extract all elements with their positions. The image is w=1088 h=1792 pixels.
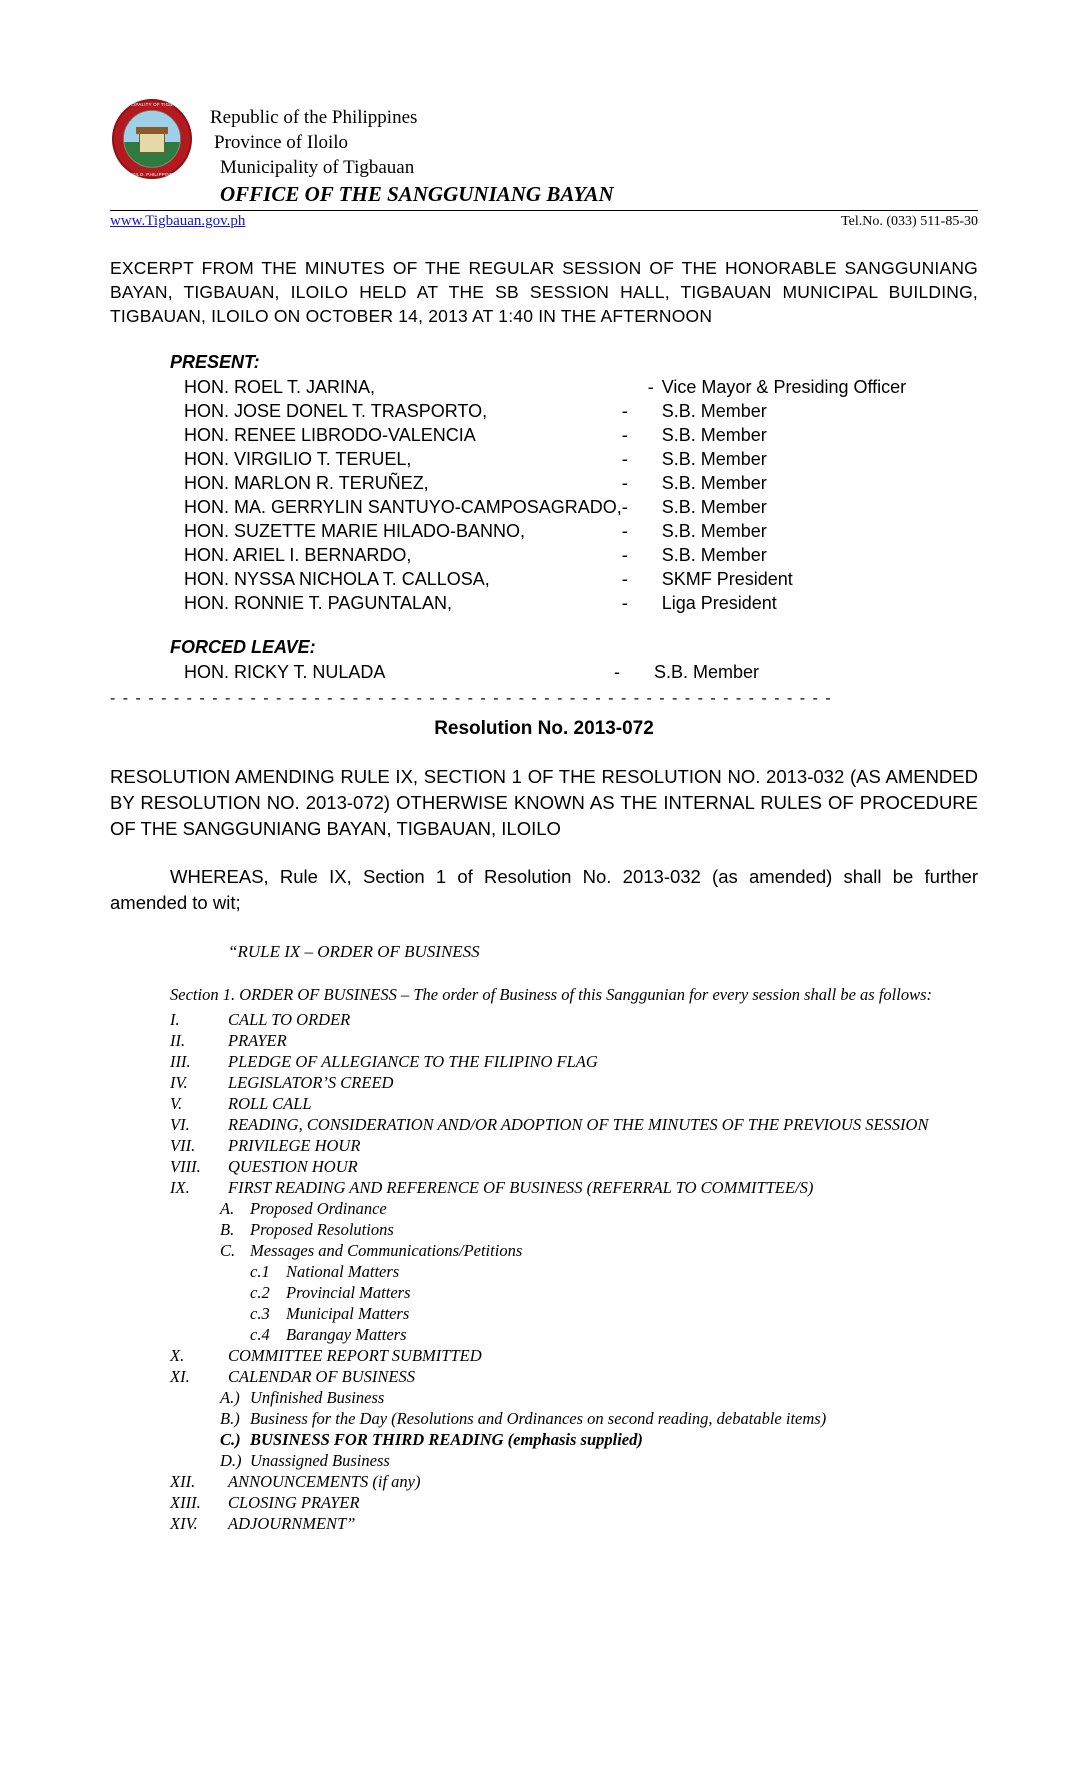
letterhead-line-republic: Republic of the Philippines	[210, 107, 418, 128]
item-text: Unfinished Business	[250, 1387, 385, 1407]
table-row	[170, 543, 978, 567]
table-row	[170, 495, 978, 519]
list-item	[110, 1072, 978, 1093]
item-number: XII.	[170, 1471, 196, 1491]
list-item	[110, 1345, 978, 1366]
table-row	[170, 375, 978, 399]
item-text: ANNOUNCEMENTS (if any)	[228, 1471, 421, 1491]
member-role: Vice Mayor & Presiding Officer	[661, 377, 907, 397]
member-role: S.B. Member	[661, 401, 767, 421]
list-item	[110, 1114, 978, 1135]
item-number: D.)	[220, 1450, 242, 1470]
member-role: Liga President	[661, 593, 777, 613]
member-role: S.B. Member	[661, 449, 767, 469]
table-row	[170, 660, 978, 684]
forced-leave-roster	[170, 660, 978, 684]
whereas-text: WHEREAS, Rule IX, Section 1 of Resolution No. 2013-032 (as amended) shall be further amended to wit;	[110, 866, 978, 913]
member-name: HON. JOSE DONEL T. TRASPORTO,	[184, 401, 488, 421]
member-role: S.B. Member	[661, 473, 767, 493]
table-row	[170, 399, 978, 423]
present-title: PRESENT:	[170, 352, 260, 372]
item-number: c.2	[250, 1282, 270, 1302]
member-role: S.B. Member	[661, 521, 767, 541]
member-role: S.B. Member	[661, 497, 767, 517]
item-number: A.)	[220, 1387, 240, 1407]
member-dash: -	[621, 449, 628, 469]
member-name: HON. RONNIE T. PAGUNTALAN,	[184, 593, 453, 613]
item-text: LEGISLATOR’S CREED	[228, 1072, 394, 1092]
member-name: HON. NYSSA NICHOLA T. CALLOSA,	[184, 569, 490, 589]
list-item	[110, 1282, 978, 1303]
item-number: c.1	[250, 1261, 270, 1281]
section1-paragraph	[110, 984, 978, 1005]
member-name: HON. SUZETTE MARIE HILADO-BANNO,	[184, 521, 526, 541]
seal-bottom-text: ILOILO, PHILIPPINES	[127, 171, 177, 177]
list-item	[110, 1198, 978, 1219]
list-item	[110, 1324, 978, 1345]
item-number: c.4	[250, 1324, 270, 1344]
item-number: A.	[220, 1198, 235, 1218]
member-name: HON. MARLON R. TERUÑEZ,	[184, 473, 429, 493]
list-item	[110, 1135, 978, 1156]
list-item	[110, 1492, 978, 1513]
list-item	[110, 1303, 978, 1324]
list-item	[110, 1471, 978, 1492]
member-dash: -	[621, 569, 628, 589]
item-text: QUESTION HOUR	[228, 1156, 358, 1176]
item-number: IX.	[170, 1177, 190, 1197]
item-number: VIII.	[170, 1156, 201, 1176]
item-number: II.	[170, 1030, 186, 1050]
item-number: c.3	[250, 1303, 270, 1323]
letterhead	[110, 95, 978, 208]
forced-leave-title: FORCED LEAVE:	[170, 637, 316, 657]
section1-text: Section 1. ORDER OF BUSINESS – The order of Business of this Sanggunian for every session shall be as follows:	[170, 985, 932, 1004]
table-row	[170, 471, 978, 495]
member-name: HON. MA. GERRYLIN SANTUYO-CAMPOSAGRADO,	[184, 497, 622, 517]
item-text: Business for the Day (Resolutions and Ordinances on second reading, debatable items)	[250, 1408, 827, 1428]
item-text: COMMITTEE REPORT SUBMITTED	[228, 1345, 482, 1365]
item-number: C.	[220, 1240, 236, 1260]
rule-heading: “RULE IX – ORDER OF BUSINESS	[228, 942, 480, 961]
resolution-title: RESOLUTION AMENDING RULE IX, SECTION 1 OF THE RESOLUTION NO. 2013-032 (AS AMENDED BY RESOLUTION NO. 2013-072) OTHERWISE KNOWN AS THE INTERNAL RULES OF PROCEDURE OF THE SANGGUNIANG BAYAN, TIGBAUAN, ILOILO	[110, 766, 978, 839]
letterhead-office-title: OFFICE OF THE SANGGUNIANG BAYAN	[220, 182, 614, 206]
list-item	[110, 1513, 978, 1534]
item-text: PRAYER	[228, 1030, 287, 1050]
item-number: B.	[220, 1219, 235, 1239]
item-text: Messages and Communications/Petitions	[250, 1240, 523, 1260]
excerpt-paragraph: EXCERPT FROM THE MINUTES OF THE REGULAR SESSION OF THE HONORABLE SANGGUNIANG BAYAN, TIGBAUAN, ILOILO HELD AT THE SB SESSION HALL, TIGBAUAN MUNICIPAL BUILDING, TIGBAUAN, ILOILO ON OCTOBER 14, 2013 AT 1:40 IN THE AFTERNOON	[110, 258, 978, 326]
member-dash: -	[647, 377, 654, 397]
member-dash: -	[621, 497, 628, 517]
letterhead-line-province: Province of Iloilo	[214, 132, 349, 153]
list-item	[110, 1450, 978, 1471]
municipal-seal-icon	[112, 99, 192, 179]
member-role: S.B. Member	[661, 425, 767, 445]
item-text: PLEDGE OF ALLEGIANCE TO THE FILIPINO FLAG	[228, 1051, 598, 1071]
member-name: HON. ARIEL I. BERNARDO,	[184, 545, 412, 565]
item-text: Provincial Matters	[286, 1282, 411, 1302]
seal-top-text: MUNICIPALITY OF TIGBAUAN	[118, 101, 186, 107]
website-link[interactable]: www.Tigbauan.gov.ph	[110, 213, 246, 229]
item-text: READING, CONSIDERATION AND/OR ADOPTION OF THE MINUTES OF THE PREVIOUS SESSION	[228, 1114, 929, 1134]
list-item	[110, 1030, 978, 1051]
item-text: CALENDAR OF BUSINESS	[228, 1366, 415, 1386]
member-role: SKMF President	[661, 569, 793, 589]
member-name: HON. RENEE LIBRODO-VALENCIA	[184, 425, 476, 445]
member-role: S.B. Member	[661, 545, 767, 565]
list-item	[110, 1093, 978, 1114]
member-dash: -	[614, 662, 620, 682]
list-item	[110, 1009, 978, 1030]
present-roster	[170, 375, 978, 615]
item-number: X.	[170, 1345, 185, 1365]
item-number: V.	[170, 1093, 183, 1113]
member-dash: -	[621, 473, 628, 493]
item-text: Unassigned Business	[250, 1450, 390, 1470]
list-item	[110, 1387, 978, 1408]
item-text: ROLL CALL	[228, 1093, 312, 1113]
item-number: B.)	[220, 1408, 240, 1428]
item-number: XIII.	[170, 1492, 201, 1512]
whereas-clause	[110, 864, 978, 916]
item-text: ADJOURNMENT”	[228, 1513, 356, 1533]
dashed-divider: - - - - - - - - - - - - - - - - - - - - - - - - - - - - - - - - - - - - - - - - - - - - - - - - - - - - - - - - -	[110, 690, 833, 707]
forced-leave-section	[110, 637, 978, 684]
item-text: Proposed Resolutions	[250, 1219, 394, 1239]
member-dash: -	[621, 401, 628, 421]
list-item	[110, 1156, 978, 1177]
item-number: III.	[170, 1051, 191, 1071]
present-section	[110, 352, 978, 615]
member-name: HON. ROEL T. JARINA,	[184, 377, 376, 397]
item-text: Proposed Ordinance	[250, 1198, 387, 1218]
resolution-number: Resolution No. 2013-072	[434, 718, 654, 739]
table-row	[170, 567, 978, 591]
letterhead-text	[210, 95, 614, 208]
table-row	[170, 519, 978, 543]
item-number: I.	[170, 1009, 180, 1029]
item-number: C.)	[220, 1429, 241, 1449]
list-item	[110, 1240, 978, 1261]
item-text: Municipal Matters	[286, 1303, 410, 1323]
order-of-business-list	[110, 1009, 978, 1534]
item-number: XIV.	[170, 1513, 198, 1533]
item-text: CLOSING PRAYER	[228, 1492, 360, 1512]
list-item	[110, 1219, 978, 1240]
item-number: VII.	[170, 1135, 196, 1155]
item-number: VI.	[170, 1114, 190, 1134]
list-item	[110, 1429, 978, 1450]
item-text: PRIVILEGE HOUR	[228, 1135, 361, 1155]
item-text: BUSINESS FOR THIRD READING (emphasis supplied)	[250, 1429, 643, 1449]
list-item	[110, 1261, 978, 1282]
member-dash: -	[621, 425, 628, 445]
letterhead-line-municipality: Municipality of Tigbauan	[220, 157, 415, 178]
table-row	[170, 423, 978, 447]
member-role: S.B. Member	[654, 662, 760, 682]
item-number: IV.	[170, 1072, 188, 1092]
list-item	[110, 1366, 978, 1387]
table-row	[170, 447, 978, 471]
item-text: FIRST READING AND REFERENCE OF BUSINESS (REFERRAL TO COMMITTEE/S)	[228, 1177, 814, 1197]
member-dash: -	[621, 545, 628, 565]
letterhead-footer	[110, 211, 978, 230]
item-text: CALL TO ORDER	[228, 1009, 351, 1029]
telephone-text: Tel.No. (033) 511-85-30	[841, 214, 978, 229]
member-name: HON. RICKY T. NULADA	[184, 662, 386, 682]
member-name: HON. VIRGILIO T. TERUEL,	[184, 449, 412, 469]
table-row	[170, 591, 978, 615]
list-item	[110, 1177, 978, 1198]
item-text: National Matters	[286, 1261, 400, 1281]
item-text: Barangay Matters	[286, 1324, 407, 1344]
list-item	[110, 1408, 978, 1429]
list-item	[110, 1051, 978, 1072]
item-number: XI.	[170, 1366, 190, 1386]
member-dash: -	[621, 521, 628, 541]
member-dash: -	[621, 593, 628, 613]
